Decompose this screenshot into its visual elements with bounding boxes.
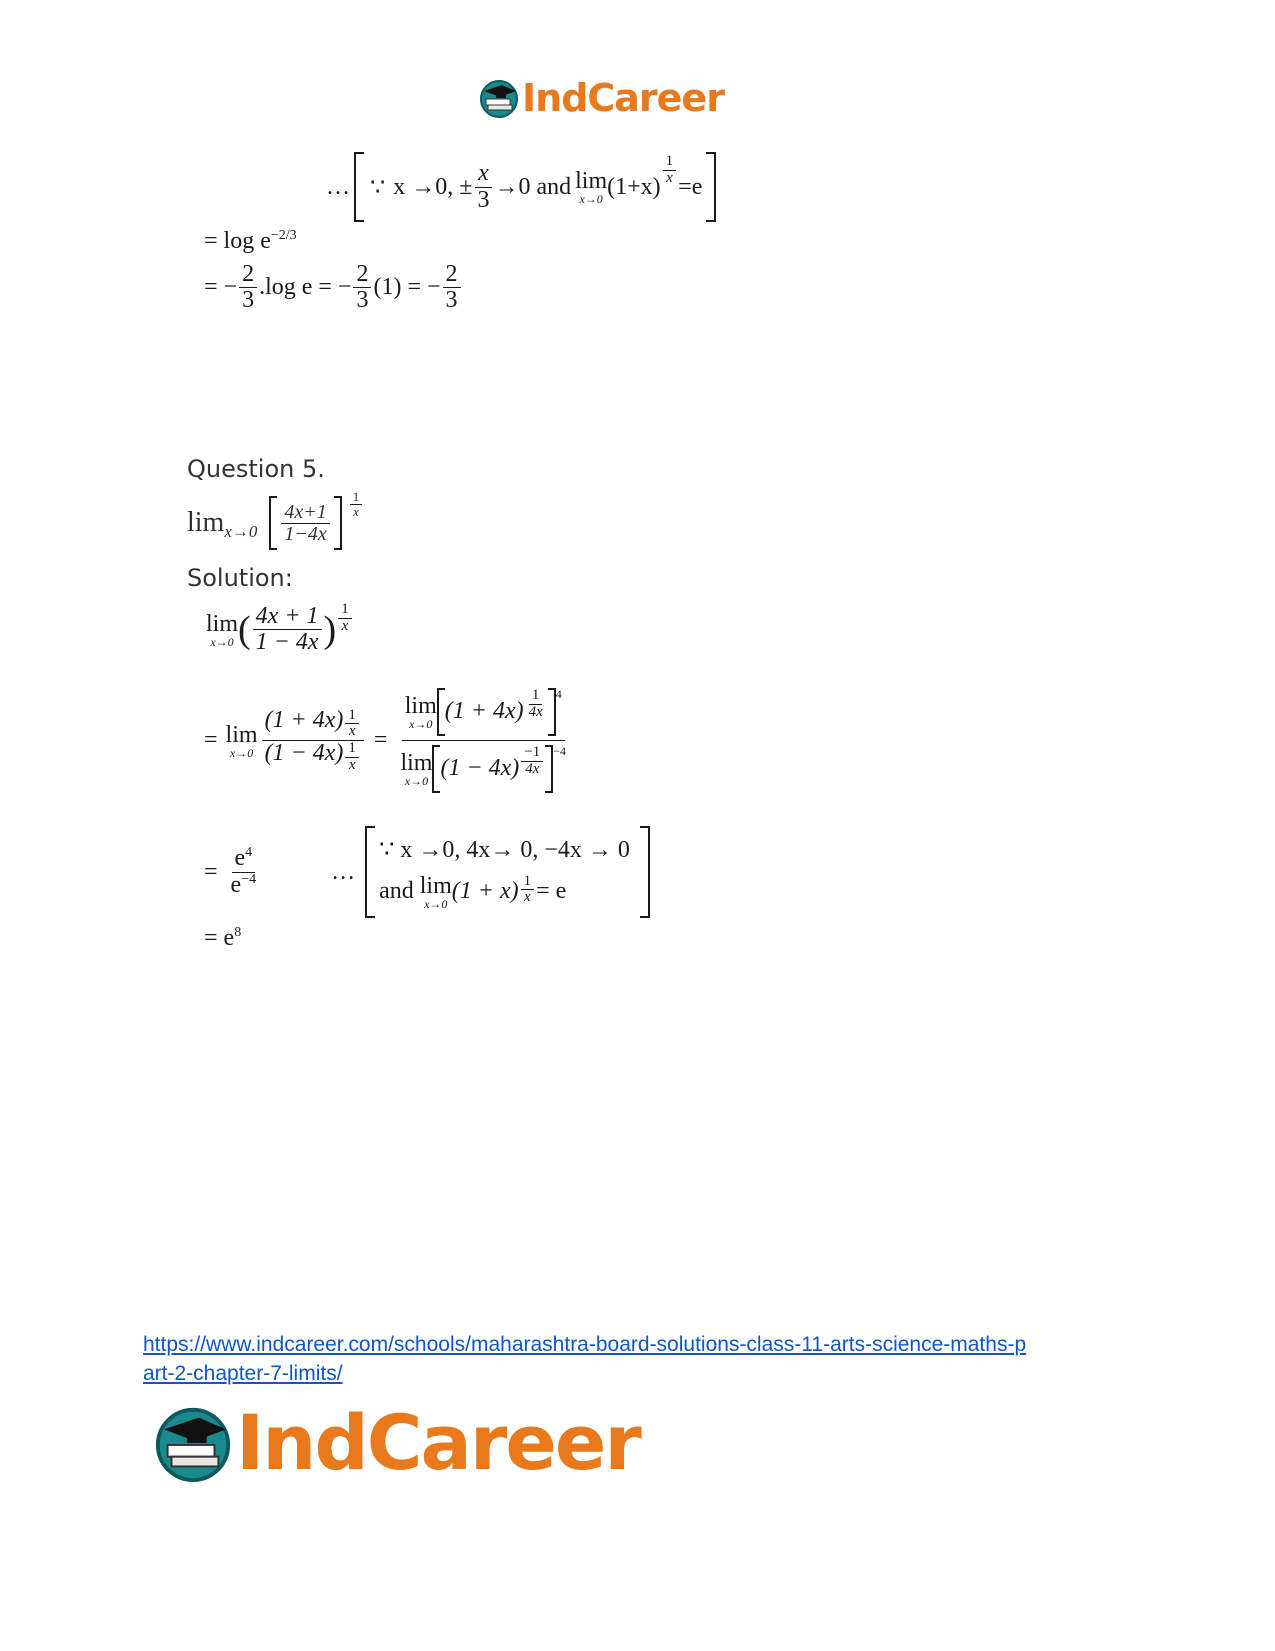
question-title: Question 5. bbox=[187, 455, 325, 483]
step-result: = − $\frac{2}{3}$ .log e = − $\frac{2}{3}$ (1) = − $\frac{2}{3}$ bbox=[204, 262, 463, 313]
solution-step-3: = $\frac{e^4}{e^{-4}}$ … ∵ x →0, 4x→ 0, −4x → 0 and lim x→0 (1 + x) $\frac{1}{x}$ = e bbox=[204, 826, 650, 918]
brand-name: IndCareer bbox=[522, 76, 724, 120]
reason-line: … ∵ x →0, ± $\frac{x}{3}$ →0 and lim x→0 (1+x) $\frac{1}{x}$ =e bbox=[326, 150, 716, 224]
left-bracket bbox=[354, 152, 364, 222]
solution-final: = $e^8$ bbox=[204, 925, 242, 951]
solution-label: Solution: bbox=[187, 564, 293, 592]
limit: lim x→0 bbox=[575, 168, 608, 206]
source-link-line-1[interactable]: https://www.indcareer.com/schools/maharashtra-board-solutions-class-11-arts-science-maths-p bbox=[143, 1333, 1027, 1356]
step-log-e: = $\log e^{-2/3}$ bbox=[204, 228, 297, 254]
solution-step-1: lim x→0 ( $\frac{4x + 1}{1 - 4x}$ ) $\frac{1}{x}$ bbox=[206, 604, 354, 655]
footer-url[interactable] bbox=[143, 1330, 1143, 1388]
solution-step-2: = lim x→0 (1 + 4x) $\frac{1}{x}$ (1 − 4x) $\frac{1}{x}$ = lim x→0 (1 + 4x) $\frac{1}{4x}$ 4 lim x→0 (1 − 4x) $\frac{-1}{4x}$ −4 bbox=[204, 688, 571, 793]
graduation-cap-globe-icon bbox=[478, 77, 520, 119]
exponent-fraction: $\frac{1}{x}$ bbox=[663, 154, 677, 187]
brand-name: IndCareer bbox=[236, 1398, 640, 1487]
question-expression: lim x→0 $\frac{4x+1}{1-4x}$ $\frac{1}{x}$ bbox=[187, 496, 364, 550]
source-link-line-2[interactable]: art-2-chapter-7-limits/ bbox=[143, 1362, 343, 1385]
right-bracket bbox=[706, 152, 716, 222]
footer-logo bbox=[152, 1398, 640, 1487]
fraction: $\frac{x}{3}$ bbox=[474, 161, 492, 212]
header-logo bbox=[478, 76, 724, 120]
graduation-cap-globe-icon bbox=[152, 1402, 234, 1484]
